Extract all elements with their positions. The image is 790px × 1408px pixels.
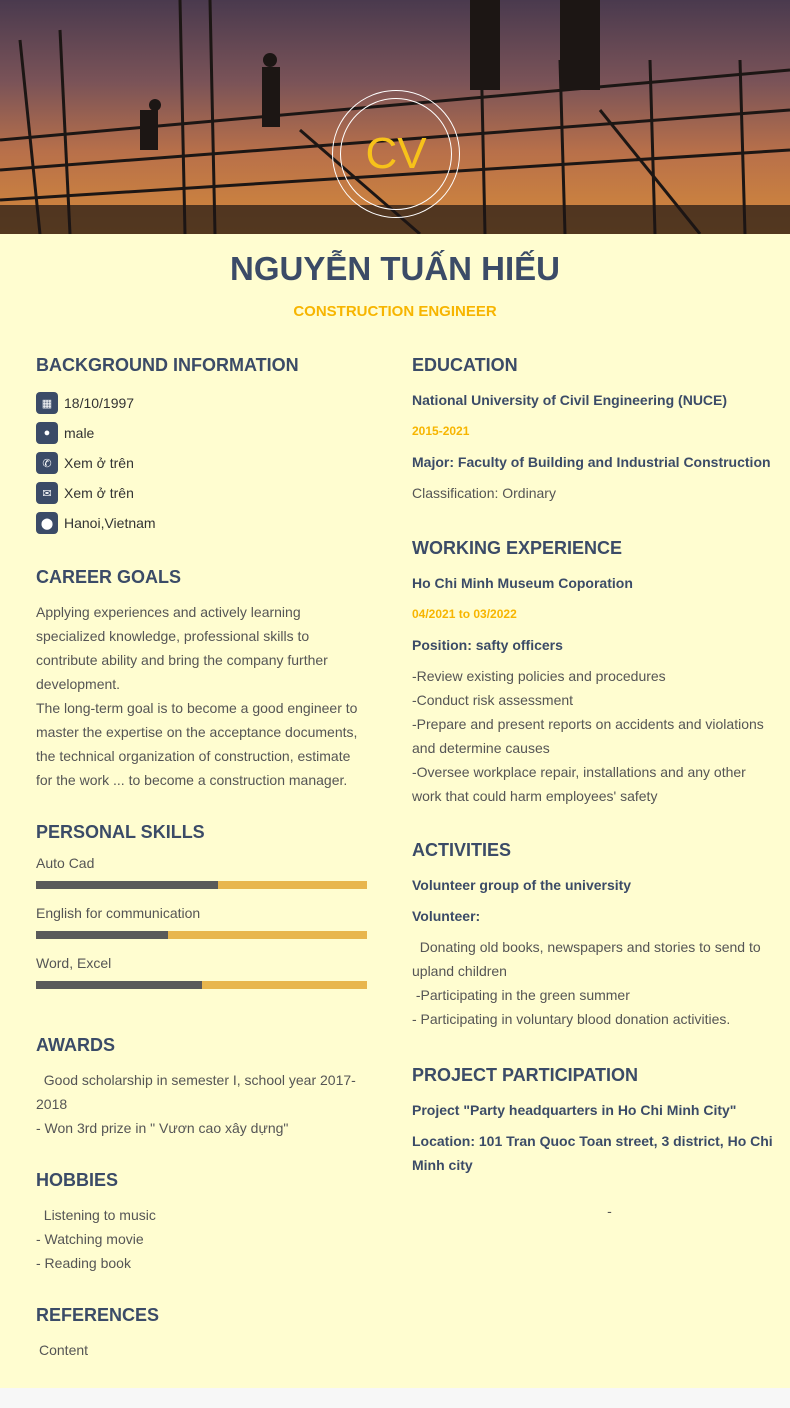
activity-line: Donating old books, newspapers and stories to send to [412,939,761,955]
phone-icon: ✆ [36,452,58,474]
education-section [412,355,772,505]
skill-name: Auto Cad [36,855,95,871]
info-text: male [64,425,95,441]
career-goal-line: the technical organization of construction, estimate [36,748,351,764]
section-title: CAREER GOALS [36,567,182,587]
awards-section [36,1035,376,1140]
duty-line: work that could harm employees' safety [412,788,658,804]
project-location-line: Minh city [412,1157,473,1173]
section-title: EDUCATION [412,355,518,375]
duty-line: -Prepare and present reports on accidents and violations [412,716,764,732]
award-line: 2018 [36,1096,68,1112]
duty-line: -Review existing policies and procedures [412,668,666,684]
activity-line: -Participating in the green summer [412,987,630,1003]
info-text: Xem ở trên [64,455,134,471]
classification: Classification: Ordinary [412,485,556,501]
info-text: Xem ở trên [64,485,134,501]
skill-bar [36,881,367,889]
education-years: 2015-2021 [412,424,470,438]
references-section [36,1305,159,1362]
experience-section [412,538,772,808]
skill-name: Word, Excel [36,955,112,971]
full-name: NGUYỄN TUẤN HIẾU [229,250,561,287]
skill-item [36,955,367,1005]
activity-org: Volunteer group of the university [412,877,632,893]
award-line: - Won 3rd prize in " Vươn cao xây dựng" [36,1120,289,1136]
career-goal-line: The long-term goal is to become a good engineer to [36,700,358,716]
career-goals-section [36,567,376,792]
career-goal-line: specialized knowledge, professional skills to [36,628,310,644]
hobby-line: - Reading book [36,1255,131,1271]
company-name: Ho Chi Minh Museum Coporation [412,575,633,591]
calendar-icon: ▦ [36,392,58,414]
duty-line: and determine causes [412,740,550,756]
career-goal-line: Applying experiences and actively learning [36,604,301,620]
work-period: 04/2021 to 03/2022 [412,607,517,621]
info-item [36,508,299,538]
info-item [36,448,299,478]
skill-bar-fill [36,931,168,939]
hobbies-section [36,1170,156,1275]
projects-section [412,1065,772,1223]
duty-line: -Oversee workplace repair, installations and any other [412,764,746,780]
header-banner-image [0,0,790,234]
map-marker-icon: ⬤ [36,512,58,534]
info-text: 18/10/1997 [64,395,135,411]
info-item [36,418,299,448]
hobby-line: - Watching movie [36,1231,144,1247]
skill-item [36,905,367,955]
career-goal-line: master the expertise on the acceptance documents, [36,724,358,740]
school-name: National University of Civil Engineering (NUCE) [412,392,728,408]
envelope-icon: ✉ [36,482,58,504]
award-line: Good scholarship in semester I, school year 2017- [36,1072,356,1088]
activity-role: Volunteer: [412,908,481,924]
job-title: CONSTRUCTION ENGINEER [293,303,497,320]
background-section [36,355,299,538]
activities-section [412,840,772,1031]
references-content: Content [39,1342,89,1358]
skill-name: English for communication [36,905,201,921]
activity-line: upland children [412,963,507,979]
hobby-line: Listening to music [36,1207,156,1223]
position: Position: safty officers [412,637,563,653]
skill-bar-fill [36,881,218,889]
activity-line: - Participating in voluntary blood donation activities. [412,1011,731,1027]
section-title: PERSONAL SKILLS [36,822,205,842]
project-name: Project "Party headquarters in Ho Chi Minh City" [412,1102,737,1118]
major: Major: Faculty of Building and Industrial Construction [412,454,771,470]
info-item [36,478,299,508]
skill-bar-fill [36,981,202,989]
section-title: REFERENCES [36,1305,160,1325]
cv-logo: CV [340,98,452,210]
section-title: AWARDS [36,1035,116,1055]
skill-bar [36,931,367,939]
info-text: Hanoi,Vietnam [64,515,156,531]
info-item [36,388,299,418]
skill-item [36,855,367,905]
career-goal-line: development. [36,676,121,692]
duty-line: -Conduct risk assessment [412,692,574,708]
section-title: ACTIVITIES [412,840,512,860]
section-title: PROJECT PARTICIPATION [412,1065,639,1085]
project-note: - [607,1203,612,1219]
skills-section [36,822,367,1005]
section-title: WORKING EXPERIENCE [412,538,623,558]
section-title: HOBBIES [36,1170,119,1190]
project-location-line: Location: 101 Tran Quoc Toan street, 3 district, Ho Chi [412,1133,773,1149]
section-title: BACKGROUND INFORMATION [36,355,299,375]
career-goal-line: for the work ... to become a construction manager. [36,772,348,788]
skill-bar [36,981,367,989]
user-icon: ● [36,422,58,444]
career-goal-line: contribute ability and bring the company further [36,652,328,668]
